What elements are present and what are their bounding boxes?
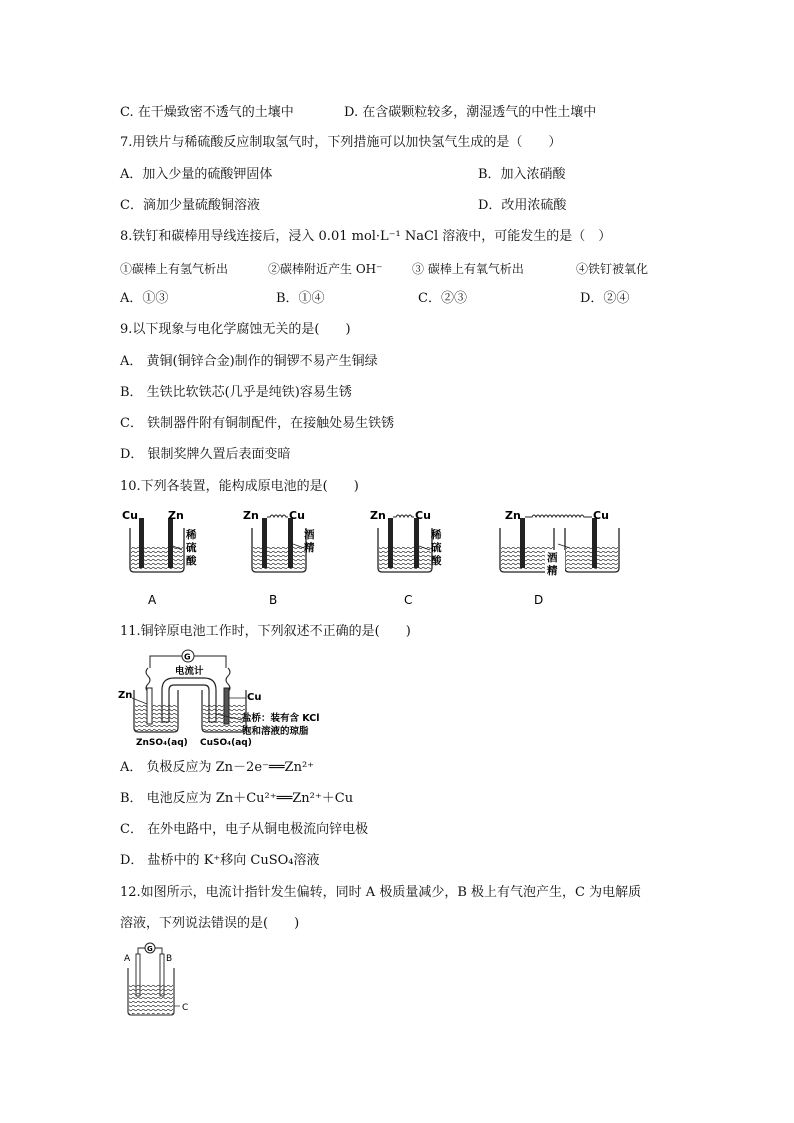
q10b-left-label: Zn: [243, 509, 259, 522]
q10-apparatus-b: [243, 509, 315, 607]
electrolyte-c-label: C: [182, 1003, 189, 1013]
q10a-solution-1: 稀: [186, 529, 197, 541]
q11-option-a: A． 负极反应为 Zn－2e⁻══Zn²⁺: [120, 760, 315, 775]
q10d-solution-1: 酒: [547, 552, 558, 564]
cu-electrode-label: Cu: [247, 692, 262, 703]
q10c-solution-2: 硫: [431, 542, 442, 554]
q7-stem: 7.用铁片与稀硫酸反应制取氢气时，下列措施可以加快氢气生成的是（ ）: [120, 135, 562, 150]
q9-option-b: B． 生铁比软铁芯(几乎是纯铁)容易生锈: [120, 385, 352, 400]
q8-option-c: C．②③: [418, 291, 467, 306]
salt-bridge-label-2: 饱和溶液的琼脂: [242, 726, 309, 737]
electrode-a-label: A: [124, 954, 131, 964]
q10-stem: 10.下列各装置，能构成原电池的是( ): [120, 479, 359, 494]
q6-option-c: C. 在干燥致密不透气的土壤中: [120, 105, 294, 120]
ammeter-label: 电流计: [175, 666, 204, 677]
q10-apparatus-c: [370, 509, 442, 607]
q11-option-c: C． 在外电路中，电子从铜电极流向锌电极: [120, 822, 369, 837]
q10a-solution-2: 硫: [186, 542, 197, 554]
q8-stem: 8.铁钉和碳棒用导线连接后，浸入 0.01 mol·L⁻¹ NaCl 溶液中，可能发生的是（ ）: [120, 229, 612, 244]
q9-option-a: A． 黄铜(铜锌合金)制作的铜锣不易产生铜绿: [120, 354, 378, 369]
electrode-b-label: B: [166, 954, 173, 964]
q10c-left-label: Zn: [370, 509, 386, 522]
q10-figure: [112, 506, 632, 610]
salt-bridge-label-1: 盐桥：装有含 KCl: [242, 713, 320, 724]
q11-stem: 11.铜锌原电池工作时，下列叙述不正确的是( ): [120, 624, 411, 639]
q9-option-d: D． 银制奖牌久置后表面变暗: [120, 447, 291, 462]
q9-option-c: C． 铁制器件附有铜制配件，在接触处易生铁锈: [120, 416, 395, 431]
q8-option-a: A．①③: [120, 291, 169, 306]
q10b-solution-1: 酒: [304, 529, 315, 541]
q10b-caption: B: [269, 593, 278, 607]
q7-option-c: C．滴加少量硫酸铜溶液: [120, 198, 260, 213]
q6-option-d: D. 在含碳颗粒较多，潮湿透气的中性土壤中: [344, 105, 597, 120]
q10d-caption: D: [534, 593, 544, 607]
q10a-solution-3: 酸: [186, 555, 197, 567]
q8-option-d: D．②④: [580, 291, 630, 306]
galvanometer-label: G: [184, 652, 191, 662]
q10-apparatus-d: [500, 509, 619, 607]
q11-option-d: D． 盐桥中的 K⁺移向 CuSO₄溶液: [120, 853, 320, 868]
q12-figure: [122, 940, 202, 1020]
q8-statement-2: ②碳棒附近产生 OH⁻: [268, 262, 383, 276]
q10b-solution-2: 精: [304, 542, 315, 554]
q10a-right-label: Zn: [168, 509, 184, 522]
q12-stem-line-1: 12.如图所示，电流计指针发生偏转，同时 A 极质量减少，B 极上有气泡产生，C 为电解质: [120, 885, 642, 900]
q11-figure: [118, 648, 358, 752]
q7-option-d: D．改用浓硫酸: [478, 198, 567, 213]
q8-option-b: B．①④: [276, 291, 325, 306]
q10d-right-label: Cu: [593, 509, 609, 522]
cuso4-label: CuSO₄(aq): [200, 738, 252, 748]
q8-statement-1: ①碳棒上有氢气析出: [120, 262, 229, 276]
q7-option-b: B．加入浓硝酸: [478, 167, 566, 182]
znso4-label: ZnSO₄(aq): [136, 738, 188, 748]
q9-stem: 9.以下现象与电化学腐蚀无关的是( ): [120, 322, 351, 337]
q7-option-a: A．加入少量的硫酸钾固体: [120, 167, 273, 182]
q10a-caption: A: [148, 593, 157, 607]
q10d-solution-2: 精: [547, 565, 558, 577]
q12-stem-line-2: 溶液，下列说法错误的是( ): [120, 916, 300, 931]
q11-option-b: B． 电池反应为 Zn＋Cu²⁺══Zn²⁺＋Cu: [120, 791, 354, 806]
q10b-right-label: Cu: [289, 509, 305, 522]
q10d-left-label: Zn: [505, 509, 521, 522]
q8-statement-4: ④铁钉被氧化: [576, 262, 649, 276]
q10c-caption: C: [404, 593, 413, 607]
q10c-solution-3: 酸: [431, 555, 442, 567]
q10a-left-label: Cu: [122, 509, 138, 522]
q10c-right-label: Cu: [415, 509, 431, 522]
zn-electrode-label: Zn: [118, 690, 133, 701]
q8-statement-3: ③ 碳棒上有氧气析出: [412, 262, 524, 276]
q10-apparatus-a: [122, 509, 197, 607]
q12-galvanometer-label: G: [147, 945, 153, 953]
q10c-solution-1: 稀: [431, 529, 442, 541]
